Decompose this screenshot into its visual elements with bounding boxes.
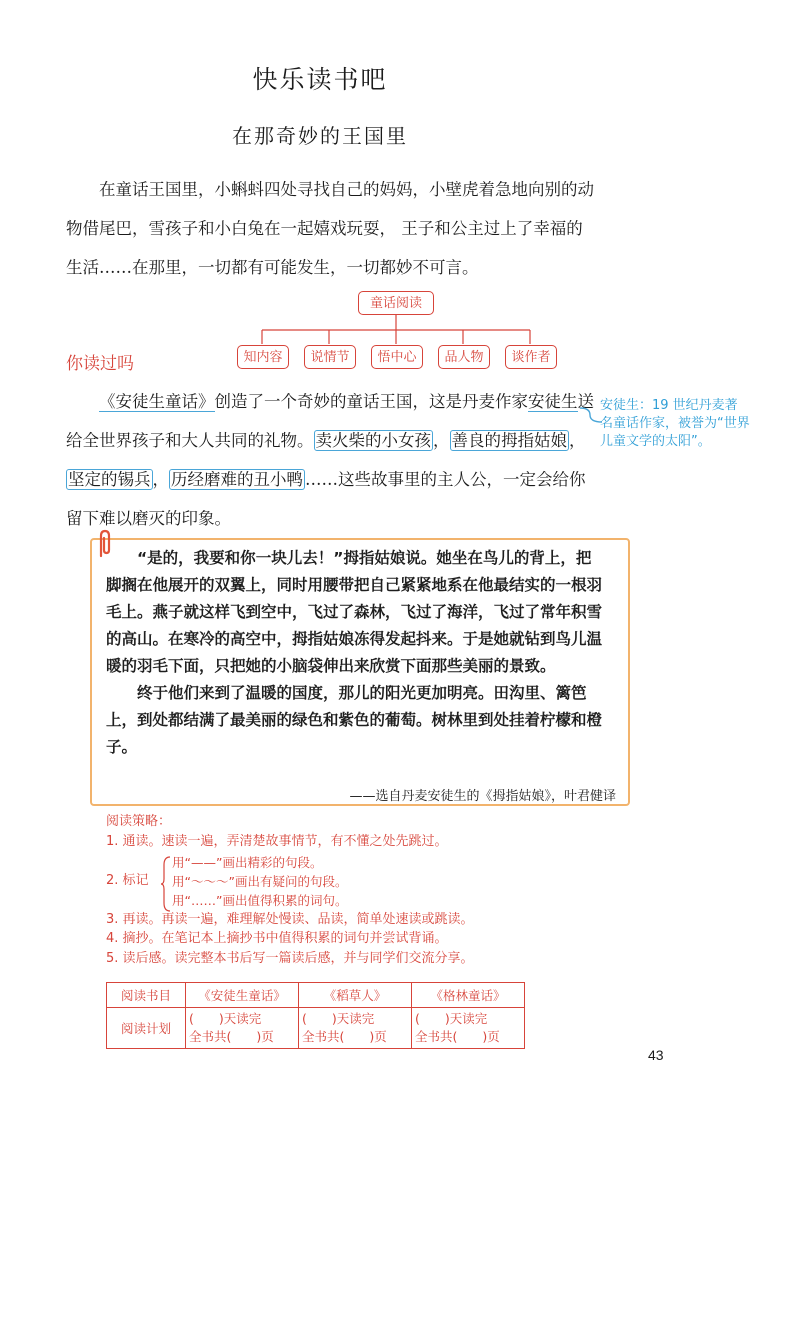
tree-node-character: 品人物 [438,345,490,369]
intro-paragraph: 在童话王国里，小蝌蚪四处寻找自己的妈妈，小壁虎着急地向别的动物借尾巴，雪孩子和小白兔在一起嬉戏玩耍， 王子和公主过上了幸福的生活……在那里，一切都有可能发生，一切都妙不可言。 [66,180,594,277]
table-row [107,983,525,1008]
page-title: 快乐读书吧 [252,65,388,94]
table-row [107,1008,525,1049]
story-highlight-thumbelina: 善良的拇指姑娘 [451,431,567,450]
strategy-step-1: 1. 通读。速读一遍，弄清楚故事情节，有不懂之处先跳过。 [106,833,448,849]
story-highlight-ugly-duckling: 历经磨难的丑小鸭 [171,470,303,489]
book-intro-paragraph: 《安徒生童话》创造了一个奇妙的童话王国，这是丹麦作家安徒生送给全世界孩子和大人共同的礼物。 卖火柴的小女孩 ， 善良的拇指姑娘 ，坚定的锡兵 ， 历经磨难的丑小鸭 ……这些故事里的主人公，一定会给你留下难以磨灭的印象。 [66,392,594,528]
excerpt-paragraph-1: “是的，我要和你一块儿去！”拇指姑娘说。她坐在鸟儿的背上，把脚搁在他展开的双翼上，同时用腰带把自己紧紧地系在他最结实的一根羽毛上。燕子就这样飞到空中，飞过了森林，飞过了海洋，飞过了常年积雪的高山。在寒冷的高空中，拇指姑娘冻得发起抖来。于是她就钻到鸟儿温暖的羽毛下面，只把她的小脑袋伸出来欣赏下面那些美丽的景致。 [106,549,603,675]
tree-node-theme: 悟中心 [371,345,423,369]
side-note: 安徒生：19 世纪丹麦著名童话作家，被誉为“世界儿童文学的太阳”。 [600,398,750,449]
strategy-step-4: 4. 摘抄。在笔记本上摘抄书中值得积累的词句并尝试背诵。 [106,931,448,946]
strategy-step-5: 5. 读后感。读完整本书后写一篇读后感，并与同学们交流分享。 [106,950,474,966]
mark-row-2: 用“～～～”画出有疑问的句段。 [172,874,348,889]
tree-node-plot: 说情节 [304,345,356,369]
page-number: 43 [648,1047,664,1063]
tree-node-content: 知内容 [237,345,289,369]
reading-plan-table [106,982,525,1049]
table-book-1: 《安徒生童话》 [186,983,299,1008]
story-highlight-match-girl: 卖火柴的小女孩 [315,431,431,450]
table-header-plan: 阅读计划 [107,1008,186,1049]
table-book-2: 《稻草人》 [299,983,412,1008]
tree-node-author: 谈作者 [505,345,557,369]
plan-cell-1[interactable]: ( )天读完 全书共( )页 [186,1008,299,1049]
strategy-step-3: 3. 再读。再读一遍，难理解处慢读、品读，简单处速读或跳读。 [106,911,474,927]
mark-row-1: 用“——”画出精彩的句段。 [172,855,323,870]
excerpt-source: ——选自丹麦安徒生的《拇指姑娘》，叶君健译 [349,789,616,804]
section-heading: 你读过吗 [66,354,134,374]
strategy-mark-rows [172,853,347,910]
table-header-book: 阅读书目 [107,983,186,1008]
author-underlined: 安徒生 [528,392,578,411]
story-highlight-tin-soldier: 坚定的锡兵 [68,470,151,489]
excerpt-text [106,545,606,761]
strategy-step-2: 2. 标记 [106,872,149,888]
plan-cell-2[interactable]: ( )天读完 全书共( )页 [299,1008,412,1049]
page-subtitle: 在那奇妙的王国里 [232,124,408,148]
table-book-3: 《格林童话》 [412,983,525,1008]
excerpt-paragraph-2: 终于他们来到了温暖的国度，那儿的阳光更加明亮。田沟里、篱笆上，到处都结满了最美丽的绿色和紫色的葡萄。树林里到处挂着柠檬和橙子。 [106,684,603,756]
strategy-title: 阅读策略： [106,814,172,829]
strategy-brace-icon [160,855,172,913]
book-title-underlined: 《安徒生童话》 [99,392,215,411]
plan-cell-3[interactable]: ( )天读完 全书共( )页 [412,1008,525,1049]
mark-row-3: 用“……”画出值得积累的词句。 [172,893,348,908]
tree-root-box: 童话阅读 [358,291,434,315]
